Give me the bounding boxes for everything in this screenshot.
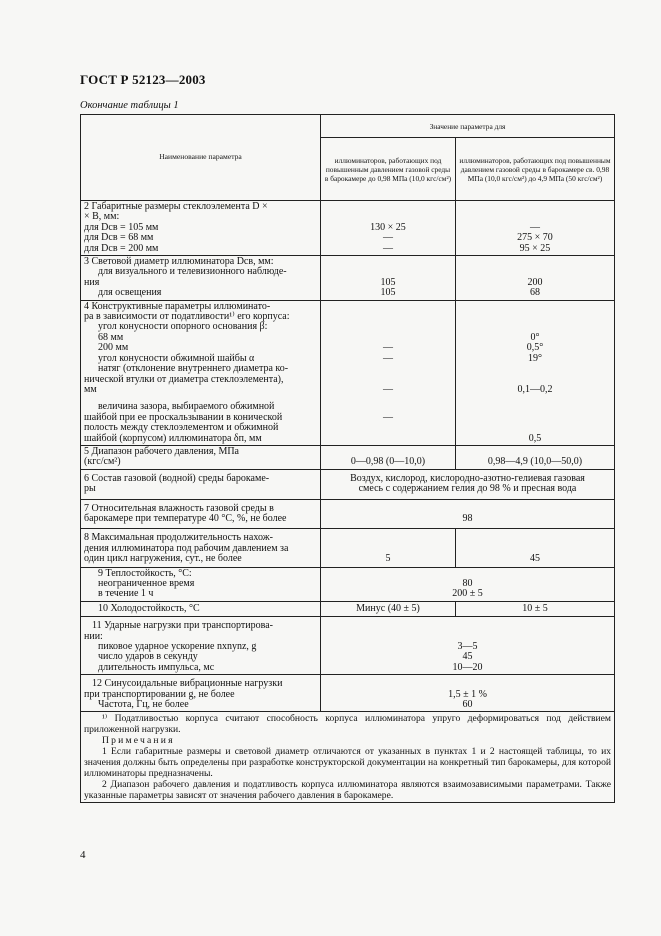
- row-8-label: 8 Максимальная продолжительность нахож- дения иллюминатора под рабочим давлением за один цикл нагружения, сут., не более: [81, 529, 321, 567]
- table-row: [81, 601, 615, 616]
- parameters-table: [80, 114, 615, 803]
- table-row: [81, 300, 615, 396]
- row-2-label: 2 Габаритные размеры стеклоэлемента D × × B, мм: для Dсв = 105 мм для Dсв = 68 мм для Dсв = 200 мм: [81, 201, 321, 256]
- row-9-value: 80 200 ± 5: [321, 567, 615, 601]
- table-row: [81, 529, 615, 567]
- row-10-value-b: 10 ± 5: [456, 601, 615, 616]
- header-parameter-name: Наименование параметра: [81, 115, 321, 201]
- row-4b-value-a: —: [321, 396, 456, 445]
- note-2: 2 Диапазон рабочего давления и податливость корпуса иллюминатора являются взаимозависимыми параметрами. Также указанные параметры зависят от значения рабочего давления в барокамере.: [84, 779, 611, 802]
- table-footnotes: [81, 712, 615, 803]
- row-8-value-b: 45: [456, 529, 615, 567]
- row-11-value: 3—5 45 10—20: [321, 617, 615, 675]
- table-footnote-row: [81, 712, 615, 803]
- table-row: [81, 617, 615, 675]
- row-2-value-b: — 275 × 70 95 × 25: [456, 201, 615, 256]
- row-6-label: 6 Состав газовой (водной) среды барокаме- ры: [81, 469, 321, 499]
- row-7-value: 98: [321, 499, 615, 529]
- row-11-label: 11 Ударные нагрузки при транспортирова- нии: пиковое ударное ускорение nxnynz, g число ударов в секунду длительность импульса, мс: [81, 617, 321, 675]
- row-12-label: 12 Синусоидальные вибрационные нагрузки при транспортировании g, не более Частота, Гц, не более: [81, 675, 321, 712]
- header-parameter-value: Значение параметра для: [321, 115, 615, 138]
- row-4-value-a: — — —: [321, 300, 456, 396]
- table-row: [81, 201, 615, 256]
- footnote-text: ¹⁾ Податливостью корпуса считают способность корпуса иллюминатора упруго деформироваться под действием приложенной нагрузки.: [84, 713, 611, 736]
- row-3-value-b: 200 68: [456, 256, 615, 301]
- row-4-value-b: 0° 0,5° 19° 0,1—0,2: [456, 300, 615, 396]
- table-row: [81, 396, 615, 445]
- table-row: [81, 499, 615, 529]
- table-row: [81, 256, 615, 301]
- row-10-label: 10 Холодостойкость, °С: [81, 601, 321, 616]
- row-4b-label: величина зазора, выбираемого обжимной шайбой при ее проскальзывании в конической полость между стеклоэлементом и обжимной шайбой (корпусом) иллюминатора δп, мм: [81, 396, 321, 445]
- row-8-value-a: 5: [321, 529, 456, 567]
- row-3-value-a: 105 105: [321, 256, 456, 301]
- note-1: 1 Если габаритные размеры и световой диаметр отличаются от указанных в пунктах 1 и 2 настоящей таблицы, то их значения должны быть определены при разработке конструкторской документации на конкретный тип барокамеры, для которой иллюминаторы предназначены.: [84, 746, 611, 780]
- row-2-value-a: 130 × 25 — —: [321, 201, 456, 256]
- row-3-label: 3 Световой диаметр иллюминатора Dсв, мм: для визуального и телевизионного наблюде- ния для освещения: [81, 256, 321, 301]
- row-4b-value-b: 0,5: [456, 396, 615, 445]
- document-title: ГОСТ Р 52123—2003: [80, 72, 206, 87]
- table-row: [81, 567, 615, 601]
- row-6-value: Воздух, кислород, кислородно-азотно-гелиевая газовая смесь с содержанием гелия до 98 % и пресная вода: [321, 469, 615, 499]
- row-5-value-a: 0—0,98 (0—10,0): [321, 445, 456, 469]
- table-caption: Окончание таблицы 1: [80, 100, 179, 111]
- row-5-label: 5 Диапазон рабочего давления, МПа (кгс/см²): [81, 445, 321, 469]
- row-9-label: 9 Теплостойкость, °С: неограниченное время в течение 1 ч: [81, 567, 321, 601]
- row-7-label: 7 Относительная влажность газовой среды в барокамере при температуре 40 °С, %, не более: [81, 499, 321, 529]
- header-column-a: иллюминаторов, работающих под повышенным давлением газовой среды в барокамере до 0,98 МПа (10,0 кгс/см²): [321, 138, 456, 201]
- header-column-b: иллюминаторов, работающих под повышенным давлением газовой среды в барокамере св. 0,98 МПа (10,0 кгс/см²) до 4,9 МПа (50 кгс/см²): [456, 138, 615, 201]
- table-header-row: [81, 115, 615, 138]
- row-10-value-a: Минус (40 ± 5): [321, 601, 456, 616]
- notes-title: Примечания: [102, 735, 175, 747]
- table-row: [81, 675, 615, 712]
- row-5-value-b: 0,98—4,9 (10,0—50,0): [456, 445, 615, 469]
- table-row: [81, 469, 615, 499]
- row-4-label: 4 Конструктивные параметры иллюминато- ра в зависимости от податливости¹⁾ его корпуса: угол конусности опорного основания β: 68 мм 200 мм угол конусности обжимной шайбы α натяг (отклонение внутреннего диаметра ко- нической втулки от диаметра стеклоэлемента), мм: [81, 300, 321, 396]
- row-12-value: 1,5 ± 1 % 60: [321, 675, 615, 712]
- page-number: 4: [80, 849, 86, 861]
- table-row: [81, 445, 615, 469]
